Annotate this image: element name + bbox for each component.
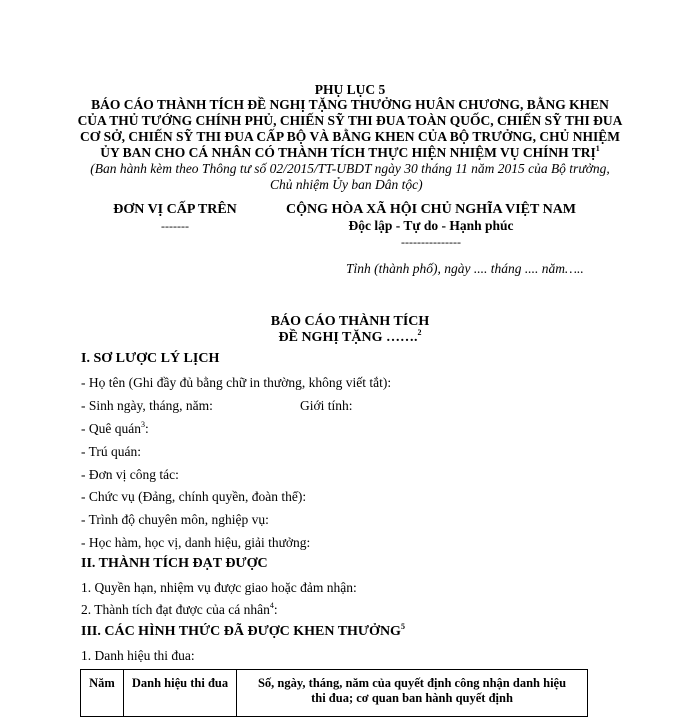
header-title: Danh hiệu thi đua bbox=[124, 670, 237, 717]
field-position: - Chức vụ (Đảng, chính quyền, đoàn thể): bbox=[81, 489, 307, 504]
header-year: Năm bbox=[81, 670, 124, 717]
appendix-label: PHỤ LỤC 5 bbox=[314, 82, 386, 97]
field-birth-date: - Sinh ngày, tháng, năm: bbox=[81, 398, 213, 413]
footnote-marker: 4 bbox=[269, 601, 274, 610]
issued-note-line-2: Chủ nhiệm Ủy ban Dân tộc) bbox=[270, 177, 423, 192]
report-subtitle-text: ĐỀ NGHỊ TẶNG ……. bbox=[278, 330, 418, 345]
field-workplace: - Đơn vị công tác: bbox=[81, 467, 179, 482]
section-2-item-2: 2. Thành tích đạt được của cá nhân$^4$: bbox=[81, 601, 278, 617]
field-gender: Giới tính: bbox=[300, 398, 353, 413]
motto-dashes: --------------- bbox=[401, 235, 461, 249]
footnote-marker: 1 bbox=[595, 144, 600, 153]
document-title-line-2: CỦA THỦ TƯỚNG CHÍNH PHỦ, CHIẾN SỸ THI ĐUA TOÀN QUỐC, CHIẾN SỸ THI ĐUA bbox=[77, 113, 623, 128]
header-decision bbox=[237, 670, 588, 717]
header-decision-line-1: Số, ngày, tháng, năm của quyết định công nhận danh hiệu bbox=[257, 676, 567, 690]
section-1-heading: I. SƠ LƯỢC LÝ LỊCH bbox=[81, 351, 220, 366]
section-2-item-2-text: 2. Thành tích đạt được của cá nhân bbox=[81, 602, 270, 617]
field-residence: - Trú quán: bbox=[81, 444, 142, 459]
superior-unit: ĐƠN VỊ CẤP TRÊN bbox=[113, 202, 237, 217]
awards-table bbox=[80, 669, 588, 717]
report-subtitle bbox=[0, 330, 700, 346]
document-title-line-4 bbox=[0, 145, 700, 161]
section-3-heading-text: III. CÁC HÌNH THỨC ĐÃ ĐƯỢC KHEN THƯỞNG bbox=[81, 624, 401, 639]
section-2-item-1: 1. Quyền hạn, nhiệm vụ được giao hoặc đảm nhận: bbox=[81, 580, 357, 595]
report-title: BÁO CÁO THÀNH TÍCH bbox=[270, 314, 430, 329]
field-hometown-text: - Quê quán bbox=[81, 421, 141, 436]
footnote-marker: 3 bbox=[140, 420, 145, 429]
footnote-marker: 5 bbox=[400, 622, 405, 631]
document-title-line-1: BÁO CÁO THÀNH TÍCH ĐỀ NGHỊ TẶNG THƯỞNG HUÂN CHƯƠNG, BẰNG KHEN bbox=[91, 97, 609, 112]
national-motto: Độc lập - Tự do - Hạnh phúc bbox=[348, 218, 514, 233]
superior-unit-dashes: ------- bbox=[161, 219, 189, 233]
nation-name: CỘNG HÒA XÃ HỘI CHỦ NGHĨA VIỆT NAM bbox=[286, 202, 577, 217]
field-hometown: - Quê quán$^3$: bbox=[81, 420, 149, 436]
footnote-marker: 2 bbox=[417, 328, 422, 337]
issued-note-line-1: (Ban hành kèm theo Thông tư số 02/2015/TT-UBDT ngày 30 tháng 11 năm 2015 của Bộ trưởng, bbox=[90, 161, 610, 176]
field-academic: - Học hàm, học vị, danh hiệu, giải thưởng: bbox=[81, 535, 311, 550]
header-decision-line-2: thi đua; cơ quan ban hành quyết định bbox=[311, 691, 513, 705]
field-full-name: - Họ tên (Ghi đầy đủ bằng chữ in thường, không viết tắt): bbox=[81, 375, 392, 390]
section-3-heading bbox=[81, 624, 405, 640]
document-title-line-3: CƠ SỞ, CHIẾN SỸ THI ĐUA CẤP BỘ VÀ BẰNG KHEN CỦA BỘ TRƯỞNG, CHỦ NHIỆM bbox=[80, 129, 620, 144]
field-qualification: - Trình độ chuyên môn, nghiệp vụ: bbox=[81, 512, 269, 527]
section-3-item-1: 1. Danh hiệu thi đua: bbox=[81, 648, 195, 663]
section-2-heading: II. THÀNH TÍCH ĐẠT ĐƯỢC bbox=[81, 556, 268, 571]
document-title-line-4-text: ỦY BAN CHO CÁ NHÂN CÓ THÀNH TÍCH THỰC HIỆN NHIỆM VỤ CHÍNH TRỊ bbox=[100, 145, 596, 160]
table-header-row bbox=[81, 670, 588, 717]
place-date: Tỉnh (thành phố), ngày .... tháng .... năm….. bbox=[346, 261, 584, 276]
